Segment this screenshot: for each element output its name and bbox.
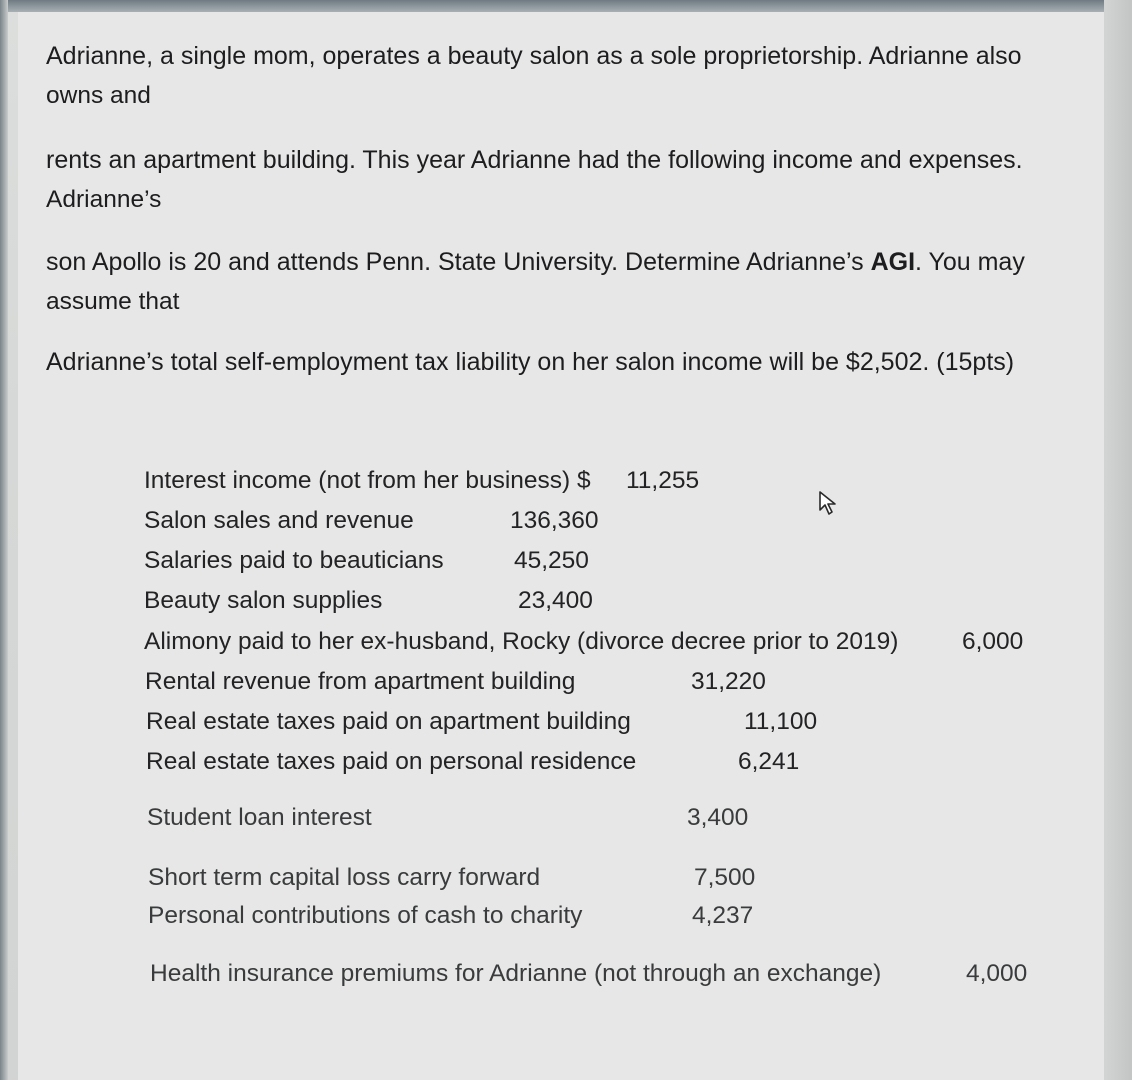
item-value: 31,220 (691, 668, 766, 695)
scrollbar-track[interactable] (1104, 0, 1132, 1080)
item-label: Beauty salon supplies (144, 587, 383, 614)
item-label: Salaries paid to beauticians (144, 547, 444, 574)
item-value: 3,400 (687, 804, 749, 831)
item-value: 11,100 (744, 708, 818, 735)
problem-paragraph-3 (46, 242, 1096, 322)
problem-line-5-start: son Apollo is 20 and attends Penn. State University. Determine Adrianne’s (46, 248, 871, 276)
agi-term: AGI (870, 248, 916, 276)
problem-paragraph-1 (46, 36, 1096, 116)
item-value: 136,360 (510, 507, 599, 534)
item-value: 23,400 (518, 587, 593, 614)
item-label: Personal contributions of cash to charity (148, 902, 583, 929)
item-value: 4,000 (966, 960, 1028, 987)
mouse-pointer-icon (818, 490, 840, 516)
item-label: Rental revenue from apartment building (145, 668, 576, 695)
problem-line-7: Adrianne’s total self-employment tax liability on her salon income will be $2,502. (15pts) (46, 348, 1015, 376)
item-label: Real estate taxes paid on personal residence (146, 748, 637, 775)
item-label: Short term capital loss carry forward (148, 864, 541, 891)
monitor-left-edge (0, 0, 8, 1080)
problem-line-3: rents an apartment building. This year Adrianne had the following income and expenses. (46, 146, 1023, 174)
item-value: 7,500 (694, 864, 756, 891)
problem-line-4: Adrianne’s (46, 186, 162, 213)
item-label: Salon sales and revenue (144, 507, 414, 534)
item-value: 11,255 (626, 467, 700, 494)
problem-paragraph-4 (46, 342, 1096, 382)
item-label: Alimony paid to her ex-husband, Rocky (divorce decree prior to 2019) (144, 628, 899, 655)
item-label: Health insurance premiums for Adrianne (not through an exchange) (150, 960, 882, 987)
document-page (18, 12, 1104, 1080)
problem-line-2: owns and (46, 82, 151, 109)
item-label: Student loan interest (147, 804, 372, 831)
problem-line-6: assume that (46, 288, 180, 315)
problem-line-1: Adrianne, a single mom, operates a beauty salon as a sole proprietorship. Adrianne also (46, 42, 1022, 70)
item-value: 45,250 (514, 547, 589, 574)
monitor-top-bezel (0, 0, 1132, 12)
problem-line-5 (46, 242, 1096, 282)
problem-line-5-end: . You may (915, 248, 1025, 276)
item-label: Interest income (not from her business) $ (144, 467, 591, 494)
item-label: Real estate taxes paid on apartment building (146, 708, 631, 735)
problem-paragraph-2 (46, 140, 1096, 220)
item-value: 4,237 (692, 902, 754, 929)
item-value: 6,000 (962, 628, 1024, 655)
item-value: 6,241 (738, 748, 800, 775)
